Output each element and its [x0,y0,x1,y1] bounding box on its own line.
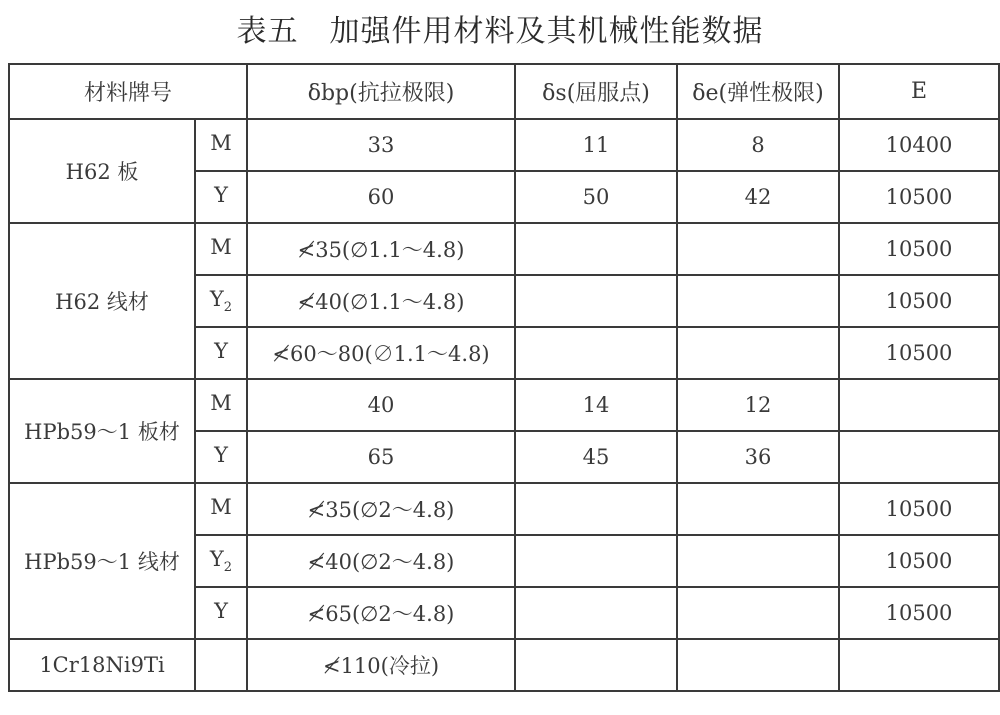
e-cell [839,639,999,691]
de-cell [677,327,839,379]
state-letter: M [210,131,232,155]
state-letter: M [210,391,232,415]
state-letter: Y [214,183,228,207]
dbp-cell: ≮35(∅2～4.8) [247,483,515,535]
dbp-cell: 33 [247,119,515,171]
state-cell [195,431,247,483]
e-cell: 10500 [839,327,999,379]
material-cell: H62 板 [9,119,195,223]
state-subscript: 2 [223,300,233,315]
ds-cell [515,223,677,275]
header-delta-s: δs(屈服点) [515,64,677,119]
state-subscript: 2 [223,560,233,575]
state-cell [195,379,247,431]
de-cell [677,223,839,275]
e-cell [839,431,999,483]
table-row [9,483,999,535]
table-title: 表五 加强件用材料及其机械性能数据 [236,14,764,49]
header-e: E [839,64,999,119]
state-cell [195,223,247,275]
table-row [9,119,999,171]
material-cell: HPb59～1 板材 [9,379,195,483]
ds-cell [515,639,677,691]
dbp-cell: ≮110(冷拉) [247,639,515,691]
table-row [9,639,999,691]
dbp-cell: ≮60～80(∅1.1～4.8) [247,327,515,379]
table-body [9,119,999,691]
state-letter: Y [214,443,228,467]
state-cell [195,587,247,639]
e-cell [839,379,999,431]
table-row [9,379,999,431]
ds-cell: 50 [515,171,677,223]
state-cell [195,483,247,535]
ds-cell [515,275,677,327]
header-material: 材料牌号 [9,64,247,119]
state-cell [195,119,247,171]
material-cell: HPb59～1 线材 [9,483,195,639]
header-delta-e: δe(弹性极限) [677,64,839,119]
state-letter: Y [214,599,228,623]
dbp-cell: ≮40(∅2～4.8) [247,535,515,587]
header-row [9,64,999,119]
de-cell [677,275,839,327]
material-properties-table [8,63,1000,692]
de-cell: 12 [677,379,839,431]
state-letter: M [210,495,232,519]
e-cell: 10500 [839,535,999,587]
de-cell [677,483,839,535]
e-cell: 10400 [839,119,999,171]
de-cell: 36 [677,431,839,483]
e-cell: 10500 [839,587,999,639]
dbp-cell: 65 [247,431,515,483]
dbp-cell: ≮35(∅1.1～4.8) [247,223,515,275]
e-cell: 10500 [839,275,999,327]
state-cell [195,275,247,327]
ds-cell [515,483,677,535]
ds-cell [515,535,677,587]
ds-cell: 14 [515,379,677,431]
table-row [9,223,999,275]
ds-cell [515,327,677,379]
de-cell [677,587,839,639]
ds-cell [515,587,677,639]
e-cell: 10500 [839,223,999,275]
header-delta-bp: δbp(抗拉极限) [247,64,515,119]
state-cell [195,327,247,379]
e-cell: 10500 [839,483,999,535]
state-letter: Y [209,287,224,311]
de-cell: 42 [677,171,839,223]
state-cell [195,639,247,691]
de-cell [677,639,839,691]
state-letter: Y [214,339,228,363]
dbp-cell: 60 [247,171,515,223]
state-letter: M [210,235,232,259]
de-cell [677,535,839,587]
material-cell: H62 线材 [9,223,195,379]
state-letter: Y [209,547,224,571]
dbp-cell: ≮40(∅1.1～4.8) [247,275,515,327]
ds-cell: 45 [515,431,677,483]
state-cell [195,171,247,223]
ds-cell: 11 [515,119,677,171]
material-cell: 1Cr18Ni9Ti [9,639,195,691]
dbp-cell: 40 [247,379,515,431]
e-cell: 10500 [839,171,999,223]
dbp-cell: ≮65(∅2～4.8) [247,587,515,639]
de-cell: 8 [677,119,839,171]
state-cell [195,535,247,587]
